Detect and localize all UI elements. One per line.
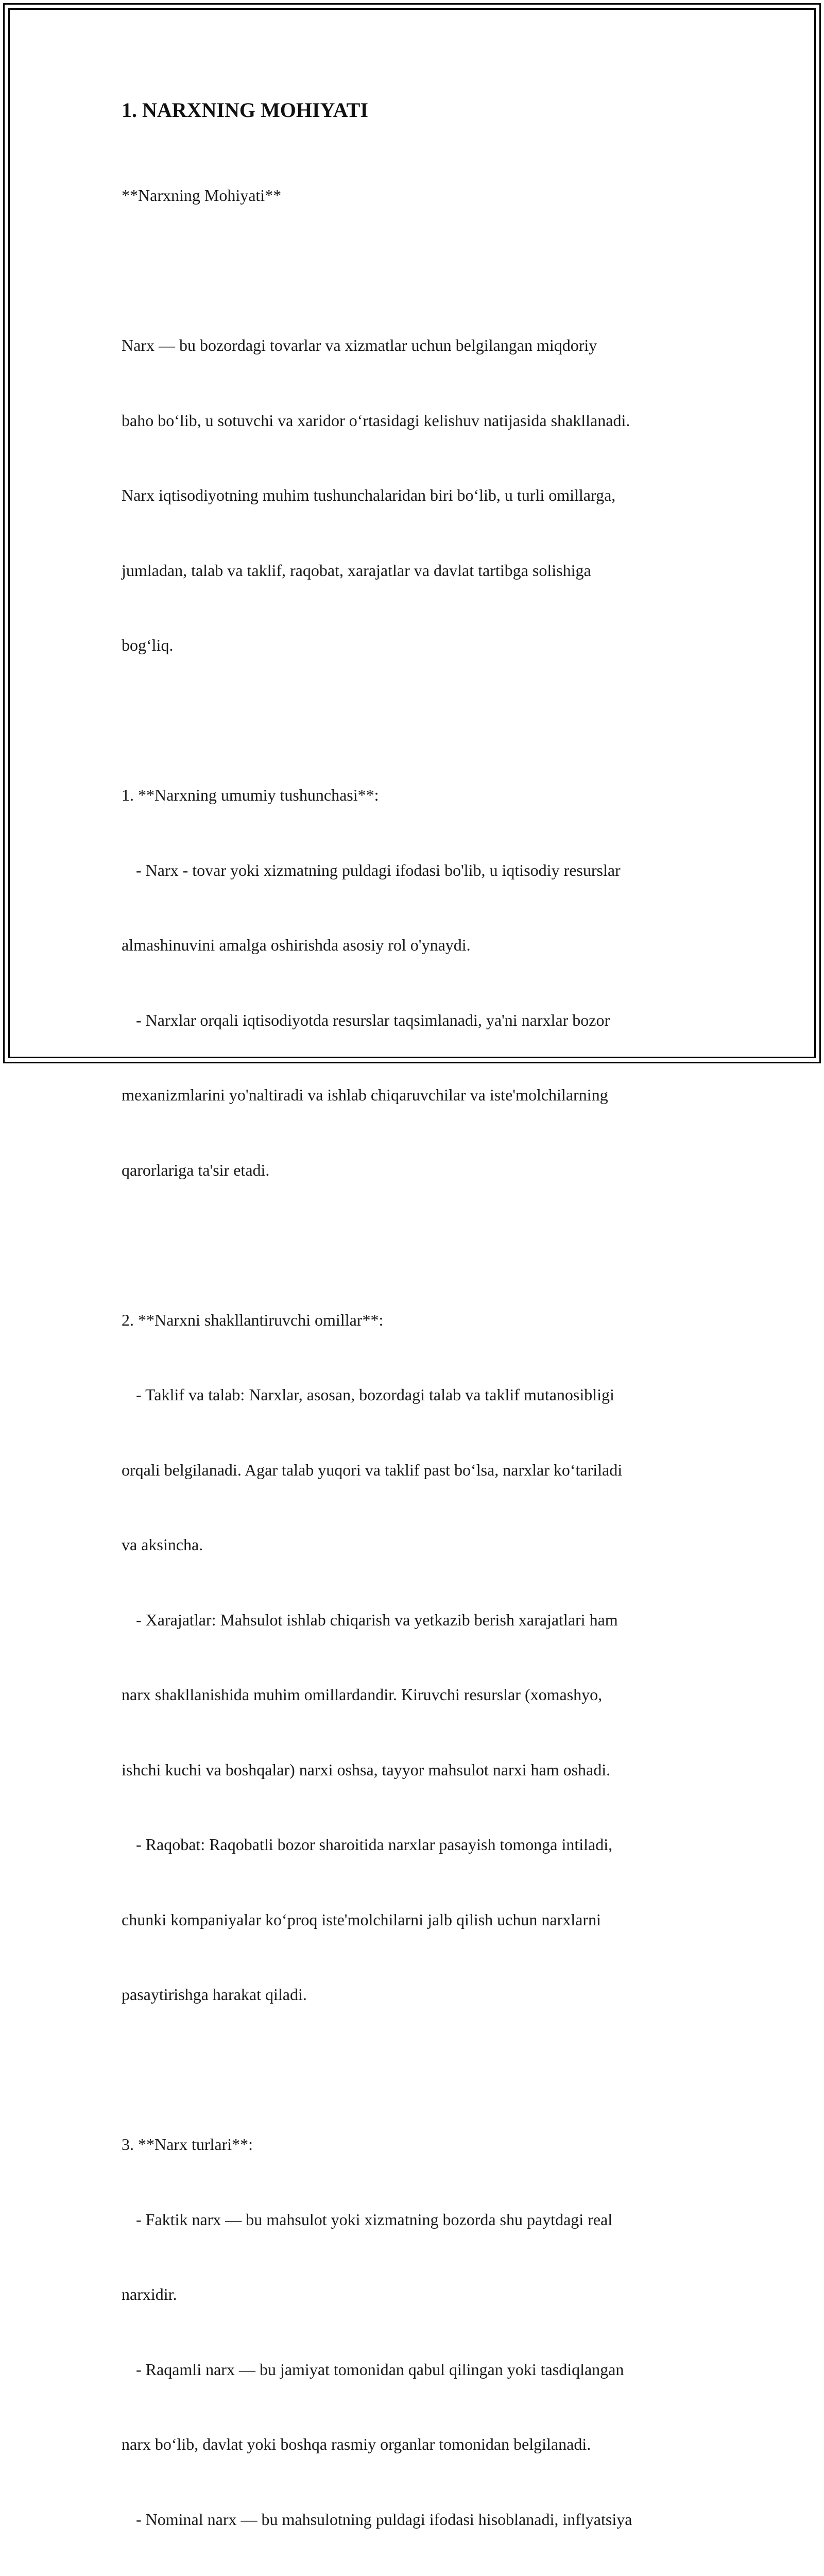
section-heading: 3. **Narx turlari**: <box>122 2135 253 2154</box>
section-heading: 2. **Narxni shakllantiruvchi omillar**: <box>122 1310 384 1329</box>
bullet-line: - Nominal narx — bu mahsulotning puldagi ifodasi hisoblanadi, inflyatsiya <box>136 2510 632 2529</box>
bullet-line: - Raqamli narx — bu jamiyat tomonidan qabul qilingan yoki tasdiqlangan <box>136 2360 624 2379</box>
body-line: chunki kompaniyalar ko‘proq iste'molchilarni jalb qilish uchun narxlarni <box>122 1910 601 1929</box>
document-title: 1. NARXNING MOHIYATI <box>122 98 368 122</box>
bullet-line: - Xarajatlar: Mahsulot ishlab chiqarish va yetkazib berish xarajatlari ham <box>136 1610 618 1629</box>
body-line: mexanizmlarini yo'naltiradi va ishlab chiqaruvchilar va iste'molchilarning <box>122 1086 608 1104</box>
body-line <box>122 708 709 733</box>
body-line: orqali belgilanadi. Agar talab yuqori va taklif past bo‘lsa, narxlar ko‘tariladi <box>122 1460 623 1479</box>
body-line: baho bo‘lib, u sotuvchi va xaridor o‘rtasidagi kelishuv natijasida shakllanadi. <box>122 411 630 430</box>
bullet-line: - Narx - tovar yoki xizmatning puldagi ifodasi bo'lib, u iqtisodiy resurslar <box>136 860 621 879</box>
body-line: **Narxning Mohiyati** <box>122 186 282 205</box>
body-line: qarorlariga ta'sir etadi. <box>122 1160 270 1179</box>
body-line <box>122 258 709 283</box>
bullet-line: - Raqobat: Raqobatli bozor sharoitida narxlar pasayish tomonga intiladi, <box>136 1835 613 1854</box>
bullet-line: - Narxlar orqali iqtisodiyotda resurslar taqsimlanadi, ya'ni narxlar bozor <box>136 1010 610 1029</box>
body-line <box>122 1232 709 1258</box>
body-line: narxidir. <box>122 2285 177 2303</box>
body-line: narx bo‘lib, davlat yoki boshqa rasmiy organlar tomonidan belgilanadi. <box>122 2435 591 2453</box>
body-line: almashinuvini amalga oshirishda asosiy rol o'ynaydi. <box>122 936 471 954</box>
section-heading: 1. **Narxning umumiy tushunchasi**: <box>122 786 379 804</box>
body-line: va aksincha. <box>122 1535 203 1554</box>
body-line: jumladan, talab va taklif, raqobat, xarajatlar va davlat tartibga solishiga <box>122 561 591 580</box>
document-body <box>122 133 709 2576</box>
bullet-line: - Faktik narx — bu mahsulot yoki xizmatning bozorda shu paytdagi real <box>136 2210 613 2229</box>
body-line: ishchi kuchi va boshqalar) narxi oshsa, tayyor mahsulot narxi ham oshadi. <box>122 1760 611 1779</box>
body-line: pasaytirishga harakat qiladi. <box>122 1985 307 2004</box>
body-line: Narx iqtisodiyotning muhim tushunchalaridan biri bo‘lib, u turli omillarga, <box>122 486 616 504</box>
body-line: bog‘liq. <box>122 636 174 654</box>
body-line: narx shakllanishida muhim omillardandir. Kiruvchi resurslar (xomashyo, <box>122 1685 603 1704</box>
document-content <box>122 96 709 2576</box>
bullet-line: - Taklif va talab: Narxlar, asosan, bozordagi talab va taklif mutanosibligi <box>136 1385 614 1404</box>
body-line <box>122 2057 709 2082</box>
body-line: Narx — bu bozordagi tovarlar va xizmatlar uchun belgilangan miqdoriy <box>122 336 597 354</box>
